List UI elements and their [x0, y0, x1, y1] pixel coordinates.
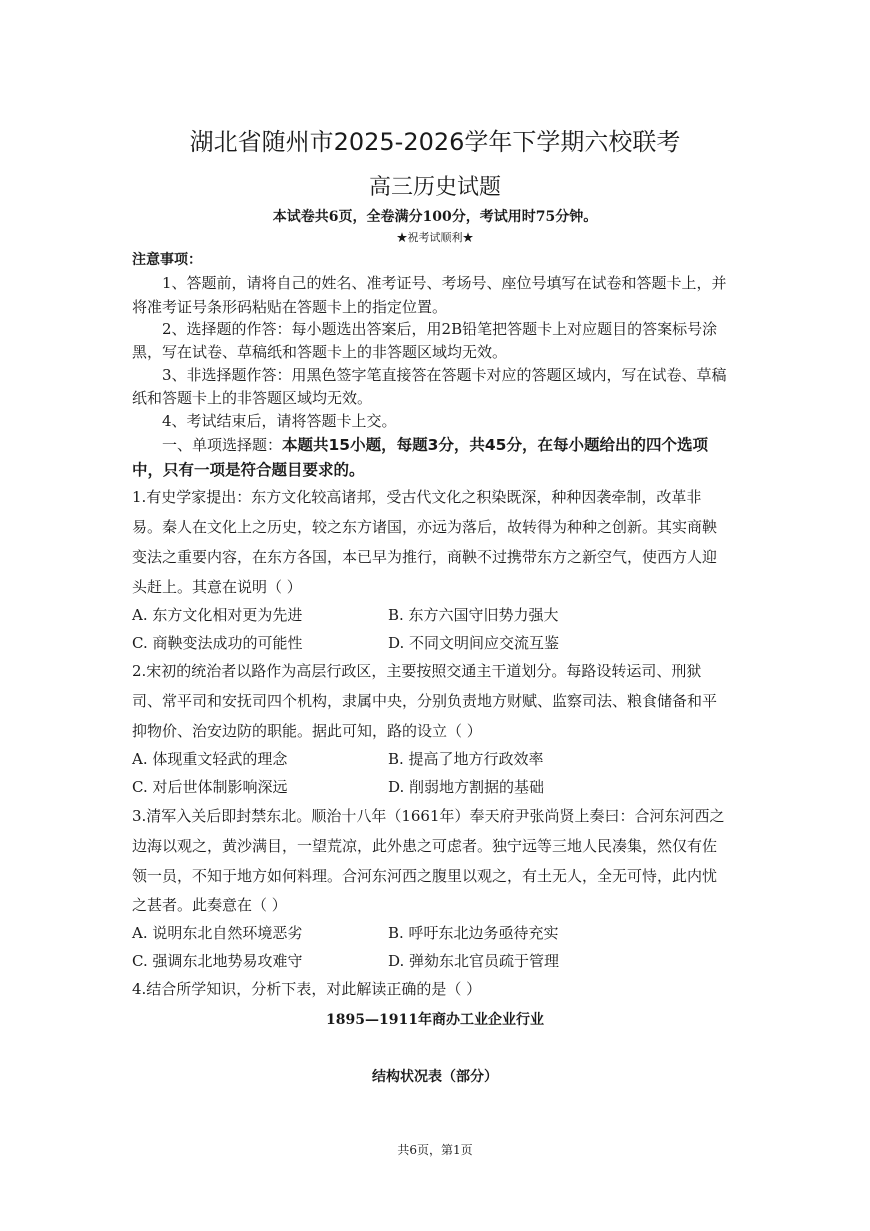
- notice-line: 黑，写在试卷、草稿纸和答题卡上的非答题区域均无效。: [132, 343, 508, 361]
- section-heading-cont: 中，只有一项是符合题目要求的。: [132, 461, 365, 479]
- option-b[interactable]: B. 呼吁东北边务亟待充实: [388, 924, 559, 942]
- table-title-cont: 结构状况表（部分）: [372, 1069, 498, 1085]
- option-c[interactable]: C. 强调东北地势易攻难守: [132, 952, 303, 970]
- page-footer: 共6页，第1页: [397, 1143, 473, 1157]
- question-text: 头赶上。其意在说明（ ）: [132, 578, 302, 596]
- notice-line: 1、答题前，请将自己的姓名、准考证号、考场号、座位号填写在试卷和答题卡上，并: [162, 274, 727, 292]
- option-b[interactable]: B. 提高了地方行政效率: [388, 750, 544, 768]
- option-b[interactable]: B. 东方六国守旧势力强大: [388, 606, 559, 624]
- notice-line: 3、非选择题作答：用黑色签字笔直接答在答题卡对应的答题区域内，写在试卷、草稿: [162, 366, 727, 384]
- question-text: 领一员，不知于地方如何料理。合河东河西之腹里以观之，有土无人，全无可恃，此内忧: [132, 867, 718, 885]
- question-text: 之甚者。此奏意在（ ）: [132, 896, 287, 914]
- question-text: 司、常平司和安抚司四个机构，隶属中央，分别负责地方财赋、监察司法、粮食储备和平: [132, 692, 718, 710]
- section-rule: 本题共15小题，每题3分，共45分，在每小题给出的四个选项: [282, 436, 708, 454]
- notice-title: 注意事项：: [132, 252, 202, 268]
- question-text: 3.清军入关后即封禁东北。顺治十八年（1661年）奉天府尹张尚贤上奏曰：合河东河西之: [132, 807, 725, 825]
- option-c[interactable]: C. 商鞅变法成功的可能性: [132, 634, 303, 652]
- question-text: 易。秦人在文化上之历史，较之东方诸国，亦远为落后，故转得为种种之创新。其实商鞅: [132, 518, 718, 536]
- exam-wish: ★祝考试顺利★: [396, 231, 474, 244]
- notice-line: 4、考试结束后，请将答题卡上交。: [162, 412, 397, 430]
- option-a[interactable]: A. 体现重文轻武的理念: [132, 750, 288, 768]
- question-text: 边海以观之，黄沙满目，一望荒凉，此外患之可虑者。独宁远等三地人民凑集，然仅有佐: [132, 837, 718, 855]
- option-a[interactable]: A. 东方文化相对更为先进: [132, 606, 303, 624]
- option-a[interactable]: A. 说明东北自然环境恶劣: [132, 924, 303, 942]
- notice-line: 纸和答题卡上的非答题区域均无效。: [132, 389, 373, 407]
- exam-info: 本试卷共6页，全卷满分100分，考试用时75分钟。: [272, 209, 598, 225]
- question-text: 变法之重要内容，在东方各国，本已早为推行，商鞅不过携带东方之新空气，使西方人迎: [132, 548, 718, 566]
- question-text: 4.结合所学知识，分析下表，对此解读正确的是（ ）: [132, 980, 482, 998]
- notice-line: 2、选择题的作答：每小题选出答案后，用2B铅笔把答题卡上对应题目的答案标号涂: [162, 320, 718, 338]
- question-text: 2.宋初的统治者以路作为高层行政区，主要按照交通主干道划分。每路设转运司、刑狱: [132, 662, 702, 680]
- question-text: 1.有史学家提出：东方文化较高诸邦，受古代文化之积染既深，种种因袭牵制，改革非: [132, 488, 702, 506]
- notice-line: 将准考证号条形码粘贴在答题卡上的指定位置。: [132, 298, 448, 316]
- section-heading: [162, 433, 708, 455]
- exam-subject: 高三历史试题: [368, 175, 501, 200]
- question-text: 抑物价、治安边防的职能。据此可知，路的设立（ ）: [132, 722, 482, 740]
- option-d[interactable]: D. 弹劾东北官员疏于管理: [388, 952, 560, 970]
- option-d[interactable]: D. 削弱地方割据的基础: [388, 778, 545, 796]
- section-prefix: 一、单项选择题：: [162, 436, 283, 454]
- exam-title: 湖北省随州市2025-2026学年下学期六校联考: [189, 128, 681, 156]
- table-title: 1895—1911年商办工业企业行业: [326, 1012, 544, 1028]
- option-d[interactable]: D. 不同文明间应交流互鉴: [388, 634, 560, 652]
- option-c[interactable]: C. 对后世体制影响深远: [132, 778, 288, 796]
